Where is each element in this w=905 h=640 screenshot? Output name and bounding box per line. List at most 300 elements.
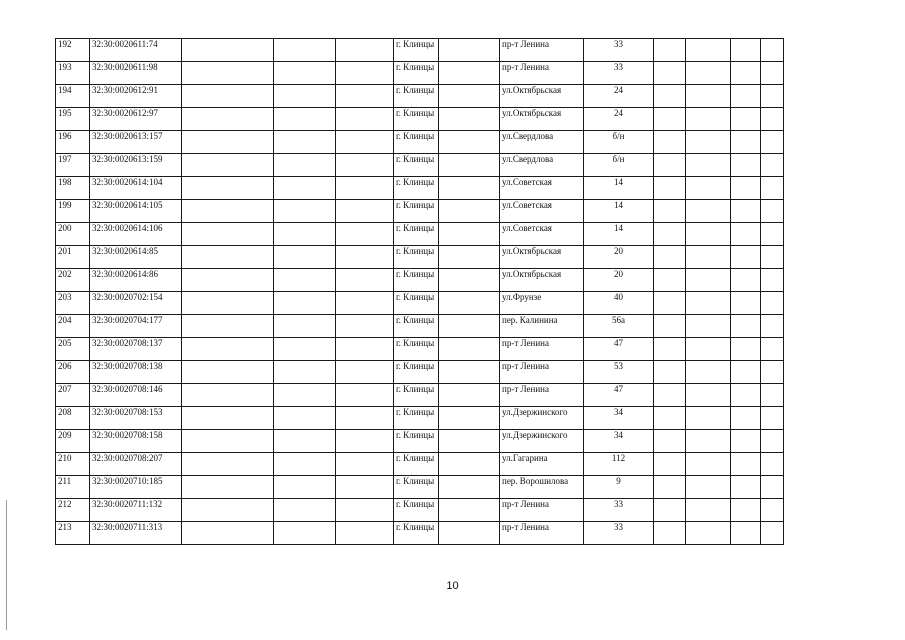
empty-cell bbox=[731, 476, 761, 499]
row-number-cell: 212 bbox=[56, 499, 90, 522]
empty-cell bbox=[182, 384, 274, 407]
row-number-cell: 206 bbox=[56, 361, 90, 384]
empty-cell bbox=[686, 453, 731, 476]
cadastral-number-cell: 32:30:0020710:185 bbox=[90, 476, 182, 499]
house-number-cell: 14 bbox=[584, 177, 654, 200]
empty-cell bbox=[182, 62, 274, 85]
empty-cell bbox=[731, 292, 761, 315]
empty-cell bbox=[761, 39, 784, 62]
empty-cell bbox=[439, 108, 500, 131]
empty-cell bbox=[182, 108, 274, 131]
empty-cell bbox=[274, 476, 336, 499]
street-cell: пр-т Ленина bbox=[500, 62, 584, 85]
empty-cell bbox=[654, 177, 686, 200]
empty-cell bbox=[439, 223, 500, 246]
house-number-cell: 34 bbox=[584, 407, 654, 430]
empty-cell bbox=[336, 177, 394, 200]
empty-cell bbox=[182, 85, 274, 108]
house-number-cell: 53 bbox=[584, 361, 654, 384]
cadastral-number-cell: 32:30:0020614:86 bbox=[90, 269, 182, 292]
empty-cell bbox=[274, 361, 336, 384]
empty-cell bbox=[686, 384, 731, 407]
cadastral-number-cell: 32:30:0020612:97 bbox=[90, 108, 182, 131]
house-number-cell: 20 bbox=[584, 269, 654, 292]
row-number-cell: 194 bbox=[56, 85, 90, 108]
empty-cell bbox=[686, 315, 731, 338]
empty-cell bbox=[731, 430, 761, 453]
table-row bbox=[56, 476, 784, 499]
empty-cell bbox=[654, 223, 686, 246]
empty-cell bbox=[761, 62, 784, 85]
row-number-cell: 201 bbox=[56, 246, 90, 269]
empty-cell bbox=[182, 269, 274, 292]
empty-cell bbox=[654, 476, 686, 499]
street-cell: пр-т Ленина bbox=[500, 499, 584, 522]
empty-cell bbox=[439, 338, 500, 361]
empty-cell bbox=[182, 522, 274, 545]
table-row bbox=[56, 499, 784, 522]
empty-cell bbox=[731, 315, 761, 338]
empty-cell bbox=[274, 522, 336, 545]
table-row bbox=[56, 315, 784, 338]
city-cell: г. Клинцы bbox=[394, 154, 439, 177]
house-number-cell: 9 bbox=[584, 476, 654, 499]
table-row bbox=[56, 338, 784, 361]
empty-cell bbox=[731, 499, 761, 522]
cadastral-number-cell: 32:30:0020613:157 bbox=[90, 131, 182, 154]
city-cell: г. Клинцы bbox=[394, 361, 439, 384]
cadastral-number-cell: 32:30:0020611:98 bbox=[90, 62, 182, 85]
empty-cell bbox=[686, 246, 731, 269]
empty-cell bbox=[731, 108, 761, 131]
city-cell: г. Клинцы bbox=[394, 246, 439, 269]
table-row bbox=[56, 361, 784, 384]
empty-cell bbox=[761, 200, 784, 223]
empty-cell bbox=[686, 338, 731, 361]
empty-cell bbox=[336, 200, 394, 223]
table-row bbox=[56, 177, 784, 200]
table-row bbox=[56, 430, 784, 453]
row-number-cell: 205 bbox=[56, 338, 90, 361]
empty-cell bbox=[439, 154, 500, 177]
empty-cell bbox=[336, 430, 394, 453]
empty-cell bbox=[182, 499, 274, 522]
empty-cell bbox=[761, 315, 784, 338]
table-row bbox=[56, 269, 784, 292]
empty-cell bbox=[274, 85, 336, 108]
empty-cell bbox=[182, 131, 274, 154]
house-number-cell: 33 bbox=[584, 522, 654, 545]
table-row bbox=[56, 407, 784, 430]
empty-cell bbox=[686, 85, 731, 108]
page-edge-line bbox=[6, 500, 7, 630]
empty-cell bbox=[761, 177, 784, 200]
empty-cell bbox=[182, 154, 274, 177]
table-row bbox=[56, 223, 784, 246]
cadastral-number-cell: 32:30:0020711:313 bbox=[90, 522, 182, 545]
empty-cell bbox=[731, 453, 761, 476]
empty-cell bbox=[274, 384, 336, 407]
table-row bbox=[56, 200, 784, 223]
row-number-cell: 197 bbox=[56, 154, 90, 177]
empty-cell bbox=[761, 407, 784, 430]
empty-cell bbox=[182, 476, 274, 499]
empty-cell bbox=[274, 131, 336, 154]
empty-cell bbox=[654, 131, 686, 154]
row-number-cell: 209 bbox=[56, 430, 90, 453]
empty-cell bbox=[686, 499, 731, 522]
empty-cell bbox=[274, 499, 336, 522]
house-number-cell: 112 bbox=[584, 453, 654, 476]
empty-cell bbox=[182, 430, 274, 453]
street-cell: ул.Советская bbox=[500, 200, 584, 223]
empty-cell bbox=[439, 269, 500, 292]
house-number-cell: 14 bbox=[584, 200, 654, 223]
row-number-cell: 204 bbox=[56, 315, 90, 338]
city-cell: г. Клинцы bbox=[394, 338, 439, 361]
street-cell: ул.Дзержинского bbox=[500, 407, 584, 430]
empty-cell bbox=[654, 361, 686, 384]
city-cell: г. Клинцы bbox=[394, 407, 439, 430]
empty-cell bbox=[182, 292, 274, 315]
empty-cell bbox=[336, 269, 394, 292]
street-cell: ул.Гагарина bbox=[500, 453, 584, 476]
empty-cell bbox=[654, 338, 686, 361]
cadastral-number-cell: 32:30:0020708:137 bbox=[90, 338, 182, 361]
row-number-cell: 199 bbox=[56, 200, 90, 223]
street-cell: ул.Советская bbox=[500, 177, 584, 200]
empty-cell bbox=[439, 292, 500, 315]
house-number-cell: 24 bbox=[584, 108, 654, 131]
cadastral-number-cell: 32:30:0020613:159 bbox=[90, 154, 182, 177]
cadastral-number-cell: 32:30:0020711:132 bbox=[90, 499, 182, 522]
empty-cell bbox=[439, 453, 500, 476]
street-cell: ул.Октябрьская bbox=[500, 269, 584, 292]
empty-cell bbox=[686, 177, 731, 200]
city-cell: г. Клинцы bbox=[394, 522, 439, 545]
empty-cell bbox=[686, 62, 731, 85]
empty-cell bbox=[274, 315, 336, 338]
empty-cell bbox=[336, 131, 394, 154]
table-row bbox=[56, 384, 784, 407]
empty-cell bbox=[336, 453, 394, 476]
page-number: 10 bbox=[446, 580, 459, 592]
empty-cell bbox=[761, 338, 784, 361]
empty-cell bbox=[686, 269, 731, 292]
empty-cell bbox=[731, 361, 761, 384]
cadastral-number-cell: 32:30:0020702:154 bbox=[90, 292, 182, 315]
empty-cell bbox=[274, 223, 336, 246]
empty-cell bbox=[731, 200, 761, 223]
row-number-cell: 200 bbox=[56, 223, 90, 246]
empty-cell bbox=[336, 384, 394, 407]
house-number-cell: 14 bbox=[584, 223, 654, 246]
empty-cell bbox=[439, 200, 500, 223]
empty-cell bbox=[731, 384, 761, 407]
empty-cell bbox=[731, 338, 761, 361]
empty-cell bbox=[274, 269, 336, 292]
city-cell: г. Клинцы bbox=[394, 223, 439, 246]
empty-cell bbox=[761, 522, 784, 545]
empty-cell bbox=[336, 85, 394, 108]
cadastral-number-cell: 32:30:0020611:74 bbox=[90, 39, 182, 62]
property-registry-table bbox=[55, 38, 784, 545]
street-cell: ул.Октябрьская bbox=[500, 108, 584, 131]
street-cell: ул.Свердлова bbox=[500, 131, 584, 154]
house-number-cell: 40 bbox=[584, 292, 654, 315]
city-cell: г. Клинцы bbox=[394, 131, 439, 154]
empty-cell bbox=[654, 108, 686, 131]
table-row bbox=[56, 292, 784, 315]
city-cell: г. Клинцы bbox=[394, 430, 439, 453]
empty-cell bbox=[182, 223, 274, 246]
house-number-cell: 56а bbox=[584, 315, 654, 338]
empty-cell bbox=[761, 154, 784, 177]
city-cell: г. Клинцы bbox=[394, 177, 439, 200]
empty-cell bbox=[654, 39, 686, 62]
city-cell: г. Клинцы bbox=[394, 85, 439, 108]
empty-cell bbox=[182, 246, 274, 269]
empty-cell bbox=[654, 315, 686, 338]
empty-cell bbox=[686, 522, 731, 545]
empty-cell bbox=[439, 384, 500, 407]
empty-cell bbox=[439, 85, 500, 108]
street-cell: пр-т Ленина bbox=[500, 384, 584, 407]
table-row bbox=[56, 131, 784, 154]
empty-cell bbox=[686, 200, 731, 223]
empty-cell bbox=[761, 108, 784, 131]
empty-cell bbox=[731, 39, 761, 62]
empty-cell bbox=[336, 108, 394, 131]
empty-cell bbox=[336, 292, 394, 315]
row-number-cell: 210 bbox=[56, 453, 90, 476]
empty-cell bbox=[439, 39, 500, 62]
empty-cell bbox=[439, 177, 500, 200]
city-cell: г. Клинцы bbox=[394, 292, 439, 315]
empty-cell bbox=[182, 39, 274, 62]
empty-cell bbox=[182, 361, 274, 384]
row-number-cell: 208 bbox=[56, 407, 90, 430]
empty-cell bbox=[761, 292, 784, 315]
empty-cell bbox=[439, 62, 500, 85]
row-number-cell: 195 bbox=[56, 108, 90, 131]
empty-cell bbox=[761, 131, 784, 154]
city-cell: г. Клинцы bbox=[394, 62, 439, 85]
empty-cell bbox=[439, 476, 500, 499]
empty-cell bbox=[274, 108, 336, 131]
row-number-cell: 207 bbox=[56, 384, 90, 407]
empty-cell bbox=[731, 131, 761, 154]
table-row bbox=[56, 522, 784, 545]
row-number-cell: 198 bbox=[56, 177, 90, 200]
city-cell: г. Клинцы bbox=[394, 476, 439, 499]
cadastral-number-cell: 32:30:0020708:138 bbox=[90, 361, 182, 384]
empty-cell bbox=[336, 361, 394, 384]
empty-cell bbox=[731, 269, 761, 292]
empty-cell bbox=[654, 453, 686, 476]
empty-cell bbox=[761, 269, 784, 292]
empty-cell bbox=[654, 430, 686, 453]
street-cell: ул.Дзержинского bbox=[500, 430, 584, 453]
empty-cell bbox=[654, 522, 686, 545]
empty-cell bbox=[336, 62, 394, 85]
cadastral-number-cell: 32:30:0020614:104 bbox=[90, 177, 182, 200]
city-cell: г. Клинцы bbox=[394, 200, 439, 223]
empty-cell bbox=[686, 361, 731, 384]
empty-cell bbox=[654, 154, 686, 177]
cadastral-number-cell: 32:30:0020708:153 bbox=[90, 407, 182, 430]
table-body bbox=[56, 39, 784, 545]
table-row bbox=[56, 154, 784, 177]
cadastral-number-cell: 32:30:0020612:91 bbox=[90, 85, 182, 108]
empty-cell bbox=[439, 246, 500, 269]
empty-cell bbox=[182, 453, 274, 476]
cadastral-number-cell: 32:30:0020704:177 bbox=[90, 315, 182, 338]
empty-cell bbox=[686, 292, 731, 315]
empty-cell bbox=[761, 361, 784, 384]
empty-cell bbox=[182, 200, 274, 223]
empty-cell bbox=[731, 522, 761, 545]
row-number-cell: 202 bbox=[56, 269, 90, 292]
street-cell: пр-т Ленина bbox=[500, 39, 584, 62]
empty-cell bbox=[654, 269, 686, 292]
empty-cell bbox=[439, 361, 500, 384]
empty-cell bbox=[336, 39, 394, 62]
empty-cell bbox=[439, 131, 500, 154]
house-number-cell: 24 bbox=[584, 85, 654, 108]
empty-cell bbox=[686, 154, 731, 177]
empty-cell bbox=[654, 200, 686, 223]
city-cell: г. Клинцы bbox=[394, 315, 439, 338]
cadastral-number-cell: 32:30:0020614:105 bbox=[90, 200, 182, 223]
empty-cell bbox=[654, 407, 686, 430]
street-cell: ул.Фрунзе bbox=[500, 292, 584, 315]
empty-cell bbox=[274, 430, 336, 453]
empty-cell bbox=[654, 292, 686, 315]
empty-cell bbox=[654, 85, 686, 108]
row-number-cell: 211 bbox=[56, 476, 90, 499]
empty-cell bbox=[761, 430, 784, 453]
cadastral-number-cell: 32:30:0020614:85 bbox=[90, 246, 182, 269]
house-number-cell: б/н bbox=[584, 131, 654, 154]
empty-cell bbox=[686, 108, 731, 131]
empty-cell bbox=[686, 476, 731, 499]
row-number-cell: 203 bbox=[56, 292, 90, 315]
empty-cell bbox=[761, 476, 784, 499]
row-number-cell: 193 bbox=[56, 62, 90, 85]
empty-cell bbox=[761, 384, 784, 407]
street-cell: ул.Октябрьская bbox=[500, 85, 584, 108]
empty-cell bbox=[336, 407, 394, 430]
table-row bbox=[56, 62, 784, 85]
empty-cell bbox=[686, 430, 731, 453]
empty-cell bbox=[336, 499, 394, 522]
empty-cell bbox=[761, 246, 784, 269]
empty-cell bbox=[274, 39, 336, 62]
house-number-cell: 33 bbox=[584, 499, 654, 522]
empty-cell bbox=[731, 85, 761, 108]
house-number-cell: 33 bbox=[584, 62, 654, 85]
row-number-cell: 213 bbox=[56, 522, 90, 545]
street-cell: ул.Свердлова bbox=[500, 154, 584, 177]
empty-cell bbox=[731, 62, 761, 85]
city-cell: г. Клинцы bbox=[394, 108, 439, 131]
empty-cell bbox=[274, 453, 336, 476]
empty-cell bbox=[336, 315, 394, 338]
empty-cell bbox=[654, 384, 686, 407]
empty-cell bbox=[274, 154, 336, 177]
cadastral-number-cell: 32:30:0020614:106 bbox=[90, 223, 182, 246]
empty-cell bbox=[439, 430, 500, 453]
empty-cell bbox=[686, 131, 731, 154]
house-number-cell: б/н bbox=[584, 154, 654, 177]
empty-cell bbox=[761, 85, 784, 108]
street-cell: пер. Калинина bbox=[500, 315, 584, 338]
empty-cell bbox=[686, 223, 731, 246]
cadastral-number-cell: 32:30:0020708:158 bbox=[90, 430, 182, 453]
row-number-cell: 196 bbox=[56, 131, 90, 154]
house-number-cell: 34 bbox=[584, 430, 654, 453]
street-cell: ул.Советская bbox=[500, 223, 584, 246]
city-cell: г. Клинцы bbox=[394, 269, 439, 292]
empty-cell bbox=[439, 315, 500, 338]
empty-cell bbox=[274, 407, 336, 430]
empty-cell bbox=[182, 407, 274, 430]
table-row bbox=[56, 246, 784, 269]
empty-cell bbox=[336, 246, 394, 269]
city-cell: г. Клинцы bbox=[394, 39, 439, 62]
row-number-cell: 192 bbox=[56, 39, 90, 62]
empty-cell bbox=[654, 499, 686, 522]
empty-cell bbox=[731, 177, 761, 200]
cadastral-number-cell: 32:30:0020708:146 bbox=[90, 384, 182, 407]
table-row bbox=[56, 453, 784, 476]
cadastral-number-cell: 32:30:0020708:207 bbox=[90, 453, 182, 476]
empty-cell bbox=[654, 62, 686, 85]
table-row bbox=[56, 39, 784, 62]
city-cell: г. Клинцы bbox=[394, 453, 439, 476]
empty-cell bbox=[336, 338, 394, 361]
empty-cell bbox=[274, 62, 336, 85]
empty-cell bbox=[731, 223, 761, 246]
street-cell: пр-т Ленина bbox=[500, 338, 584, 361]
empty-cell bbox=[336, 154, 394, 177]
empty-cell bbox=[274, 338, 336, 361]
empty-cell bbox=[761, 223, 784, 246]
empty-cell bbox=[274, 177, 336, 200]
empty-cell bbox=[274, 292, 336, 315]
street-cell: пер. Ворошилова bbox=[500, 476, 584, 499]
empty-cell bbox=[274, 246, 336, 269]
city-cell: г. Клинцы bbox=[394, 499, 439, 522]
house-number-cell: 20 bbox=[584, 246, 654, 269]
empty-cell bbox=[761, 499, 784, 522]
empty-cell bbox=[686, 39, 731, 62]
empty-cell bbox=[686, 407, 731, 430]
empty-cell bbox=[439, 522, 500, 545]
empty-cell bbox=[654, 246, 686, 269]
empty-cell bbox=[731, 407, 761, 430]
house-number-cell: 47 bbox=[584, 384, 654, 407]
empty-cell bbox=[761, 453, 784, 476]
empty-cell bbox=[336, 522, 394, 545]
empty-cell bbox=[439, 407, 500, 430]
house-number-cell: 33 bbox=[584, 39, 654, 62]
empty-cell bbox=[182, 177, 274, 200]
empty-cell bbox=[731, 246, 761, 269]
empty-cell bbox=[731, 154, 761, 177]
street-cell: пр-т Ленина bbox=[500, 522, 584, 545]
